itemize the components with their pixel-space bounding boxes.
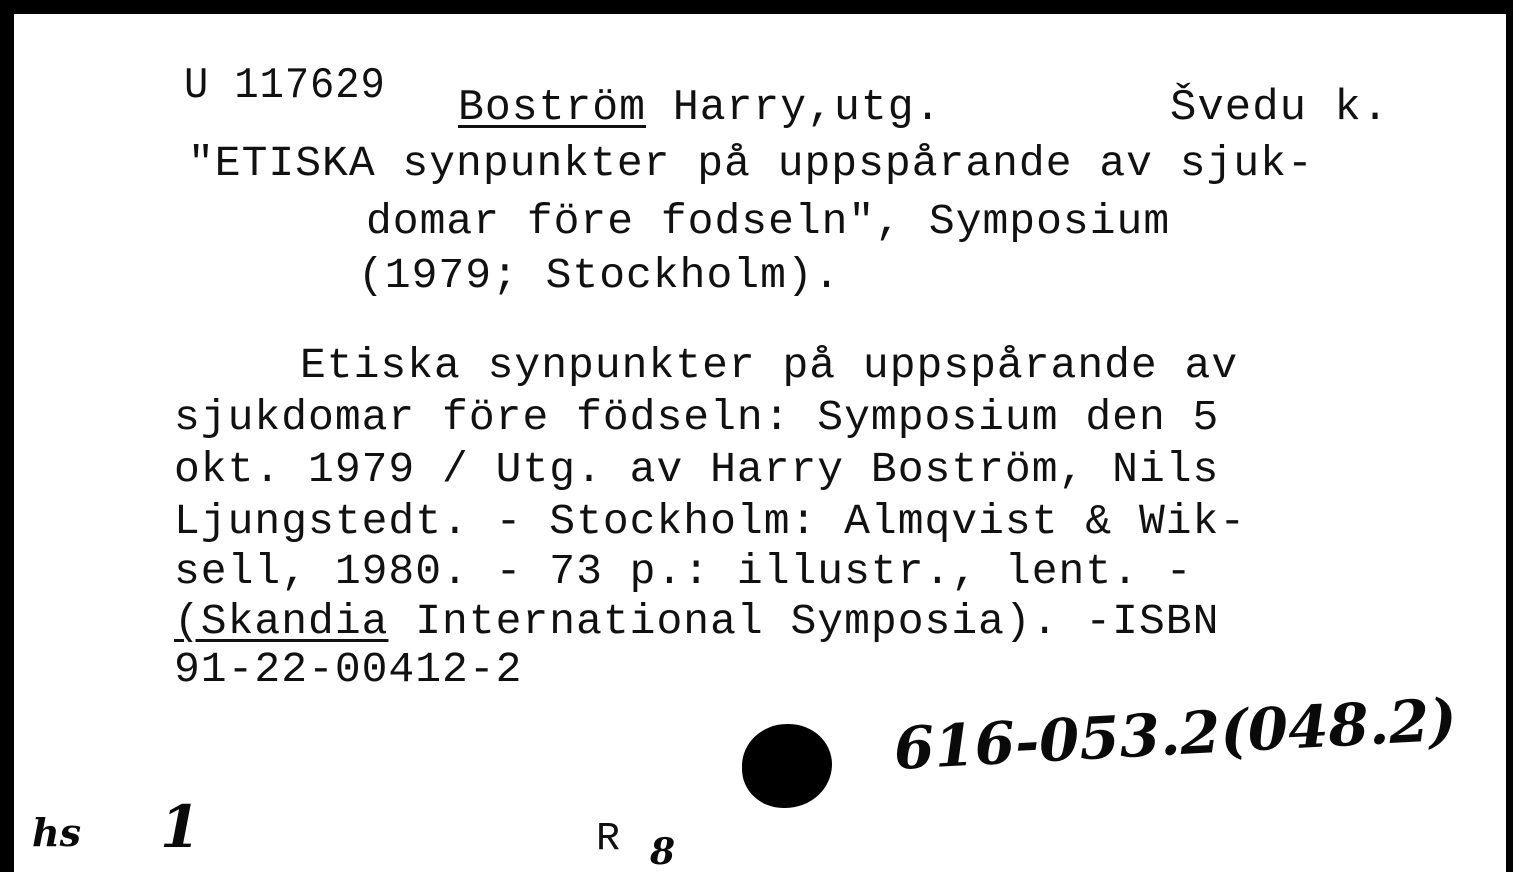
series-rest: International Symposia). -ISBN xyxy=(388,597,1220,646)
classification-number: 616-053.2(048.2) xyxy=(892,685,1459,783)
description-line-3: okt. 1979 / Utg. av Harry Boström, Nils xyxy=(174,445,1220,494)
catalog-card xyxy=(14,14,1506,872)
description-line-1: Etiska synpunkter på uppspårande av xyxy=(300,341,1239,390)
description-line-6 xyxy=(174,597,1220,646)
author-heading xyxy=(458,83,942,133)
copy-number: 1 xyxy=(160,793,201,861)
description-line-5: sell, 1980. - 73 p.: illustr., lent. - xyxy=(174,547,1193,596)
title-line-1: "ETISKA synpunkter på uppspårande av sjuk- xyxy=(188,139,1314,188)
library-stamp-dot xyxy=(742,724,832,808)
r-label: R xyxy=(596,817,622,862)
author-rest: Harry,utg. xyxy=(646,83,942,133)
description-line-4: Ljungstedt. - Stockholm: Almqvist & Wik- xyxy=(174,497,1247,546)
card-top-edge xyxy=(0,0,1513,14)
accession-number: U 117629 xyxy=(184,61,386,111)
series-underlined: (Skandia xyxy=(174,597,389,646)
title-line-3: (1979; Stockholm). xyxy=(358,251,841,300)
cataloger-initials: hs xyxy=(32,810,82,855)
description-line-7: 91-22-00412-2 xyxy=(174,645,523,694)
r-number: 8 xyxy=(650,831,676,872)
description-line-2: sjukdomar före födseln: Symposium den 5 xyxy=(174,393,1220,442)
title-line-2: domar före fodseln", Symposium xyxy=(366,197,1171,246)
shelf-location: Švedu k. xyxy=(1170,83,1390,133)
author-surname: Boström xyxy=(458,83,647,133)
